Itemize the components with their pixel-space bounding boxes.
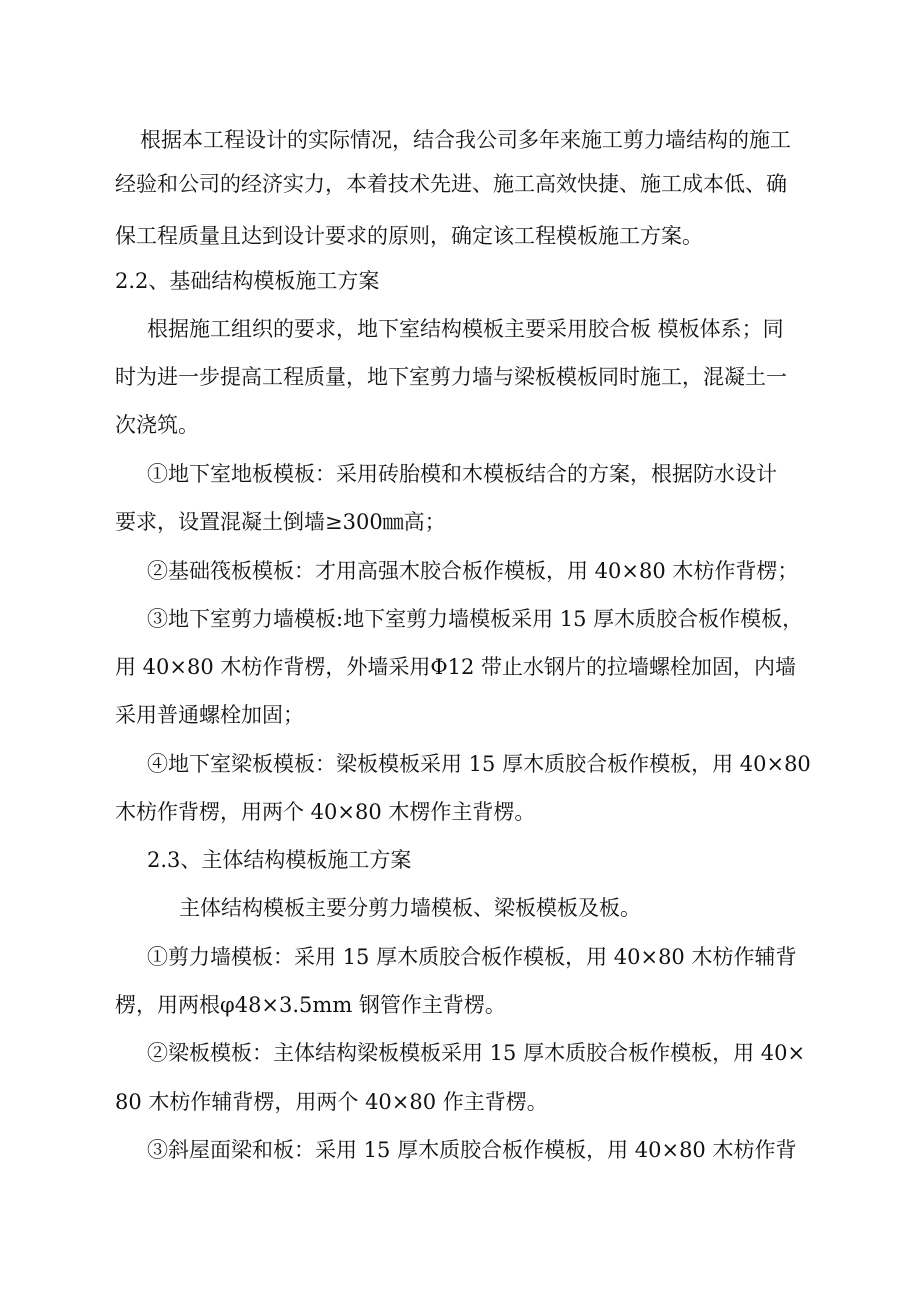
list-item-6-line-1: ②梁板模板：主体结构梁板模板采用 15 厚木质胶合板作模板，用 40× — [147, 1041, 806, 1065]
list-item-1-line-2: 要求，设置混凝土倒墙≥300㎜高； — [115, 510, 446, 534]
section-heading-2-3: 2.3、主体结构模板施工方案 — [147, 848, 412, 872]
list-item-4-line-1: ④地下室梁板模板：梁板模板采用 15 厚木质胶合板作模板，用 40×80 — [147, 752, 811, 776]
list-item-5-line-1: ①剪力墙模板：采用 15 厚木质胶合板作模板，用 40×80 木枋作辅背 — [147, 945, 797, 969]
section-heading-2-2: 2.2、基础结构模板施工方案 — [115, 269, 380, 293]
list-item-3-line-3: 采用普通螺栓加固； — [115, 703, 304, 727]
paragraph-intro-line-3: 保工程质量且达到设计要求的原则，确定该工程模板施工方案。 — [115, 224, 703, 248]
paragraph-main-structure: 主体结构模板主要分剪力墙模板、梁板模板及板。 — [179, 896, 641, 920]
list-item-5-line-2: 楞，用两根φ48×3.5mm 钢管作主背楞。 — [115, 993, 506, 1017]
paragraph-basement-line-2: 时为进一步提高工程质量，地下室剪力墙与梁板模板同时施工，混凝土一 — [115, 365, 787, 389]
list-item-1-line-1: ①地下室地板模板：采用砖胎模和木模板结合的方案，根据防水设计 — [147, 462, 777, 486]
paragraph-intro-line-1: 根据本工程设计的实际情况，结合我公司多年来施工剪力墙结构的施工 — [140, 128, 791, 152]
list-item-6-line-2: 80 木枋作辅背楞，用两个 40×80 作主背楞。 — [115, 1090, 548, 1114]
list-item-7-line-1: ③斜屋面梁和板：采用 15 厚木质胶合板作模板，用 40×80 木枋作背 — [147, 1138, 797, 1162]
paragraph-basement-line-3: 次浇筑。 — [115, 413, 199, 437]
list-item-4-line-2: 木枋作背楞，用两个 40×80 木楞作主背楞。 — [115, 800, 536, 824]
list-item-3-line-1: ③地下室剪力墙模板:地下室剪力墙模板采用 15 厚木质胶合板作模板， — [147, 607, 804, 631]
list-item-3-line-2: 用 40×80 木枋作背楞，外墙采用Φ12 带止水钢片的拉墙螺栓加固，内墙 — [115, 655, 797, 679]
list-item-2-line-1: ②基础筏板模板：才用高强木胶合板作模板，用 40×80 木枋作背楞； — [147, 559, 799, 583]
paragraph-basement-line-1: 根据施工组织的要求，地下室结构模板主要采用胶合板 模板体系；同 — [147, 317, 784, 341]
paragraph-intro-line-2: 经验和公司的经济实力，本着技术先进、施工高效快捷、施工成本低、确 — [115, 172, 787, 196]
